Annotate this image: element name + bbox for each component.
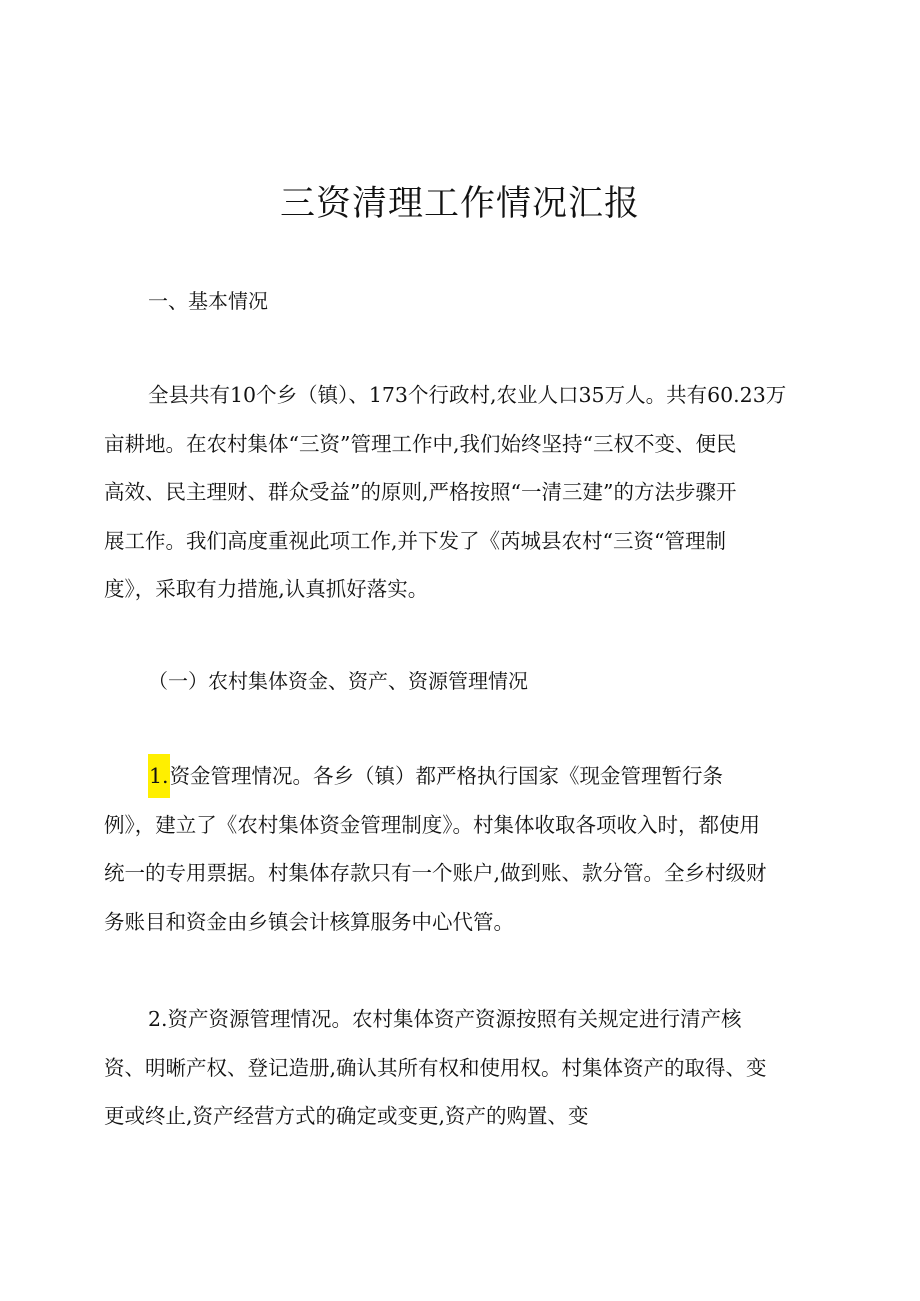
paragraph-line: 亩耕地。在农村集体“三资”管理工作中,我们始终坚持“三权不变、便民 <box>104 431 737 456</box>
paragraph-line: 更或终止,资产经营方式的确定或变更,资产的购置、变 <box>104 1104 589 1128</box>
highlighted-item-number: 1. <box>148 754 170 798</box>
paragraph-line: 全县共有10个乡（镇）、173个行政村,农业人口35万人。共有60.23万 <box>148 383 787 407</box>
paragraph-line: 2.资产资源管理情况。农村集体资产资源按照有关规定进行清产核 <box>148 1007 742 1031</box>
paragraph-asset-management <box>104 995 820 1141</box>
paragraph-line: 度》，采取有力措施,认真抓好落实。 <box>104 577 429 601</box>
paragraph-line: 高效、民主理财、群众受益”的原则,严格按照“一清三建”的方法步骤开 <box>104 480 737 504</box>
paragraph-fund-management <box>104 752 820 946</box>
document-title: 三资清理工作情况汇报 <box>279 184 640 224</box>
paragraph-line: 务账目和资金由乡镇会计核算服务中心代管。 <box>104 909 514 934</box>
paragraph-line: 展工作。我们高度重视此项工作,并下发了《芮城县农村“三资“管理制 <box>104 528 726 553</box>
paragraph-line: 例》，建立了《农村集体资金管理制度》。村集体收取各项收入时，都使用 <box>104 812 760 837</box>
paragraph-line <box>104 752 820 801</box>
paragraph-line: 资、明晰产权、登记造册,确认其所有权和使用权。村集体资产的取得、变 <box>104 1055 767 1080</box>
paragraph-line: 统一的专用票据。村集体存款只有一个账户,做到账、款分管。全乡村级财 <box>104 861 767 885</box>
paragraph-line-text: 资金管理情况。各乡（镇）都严格执行国家《现金管理暂行条 <box>169 764 724 788</box>
paragraph-overview <box>104 371 820 614</box>
section-heading-basic-situation: 一、基本情况 <box>148 289 268 313</box>
subsection-heading-collective-management: （一）农村集体资金、资产、资源管理情况 <box>148 669 528 693</box>
